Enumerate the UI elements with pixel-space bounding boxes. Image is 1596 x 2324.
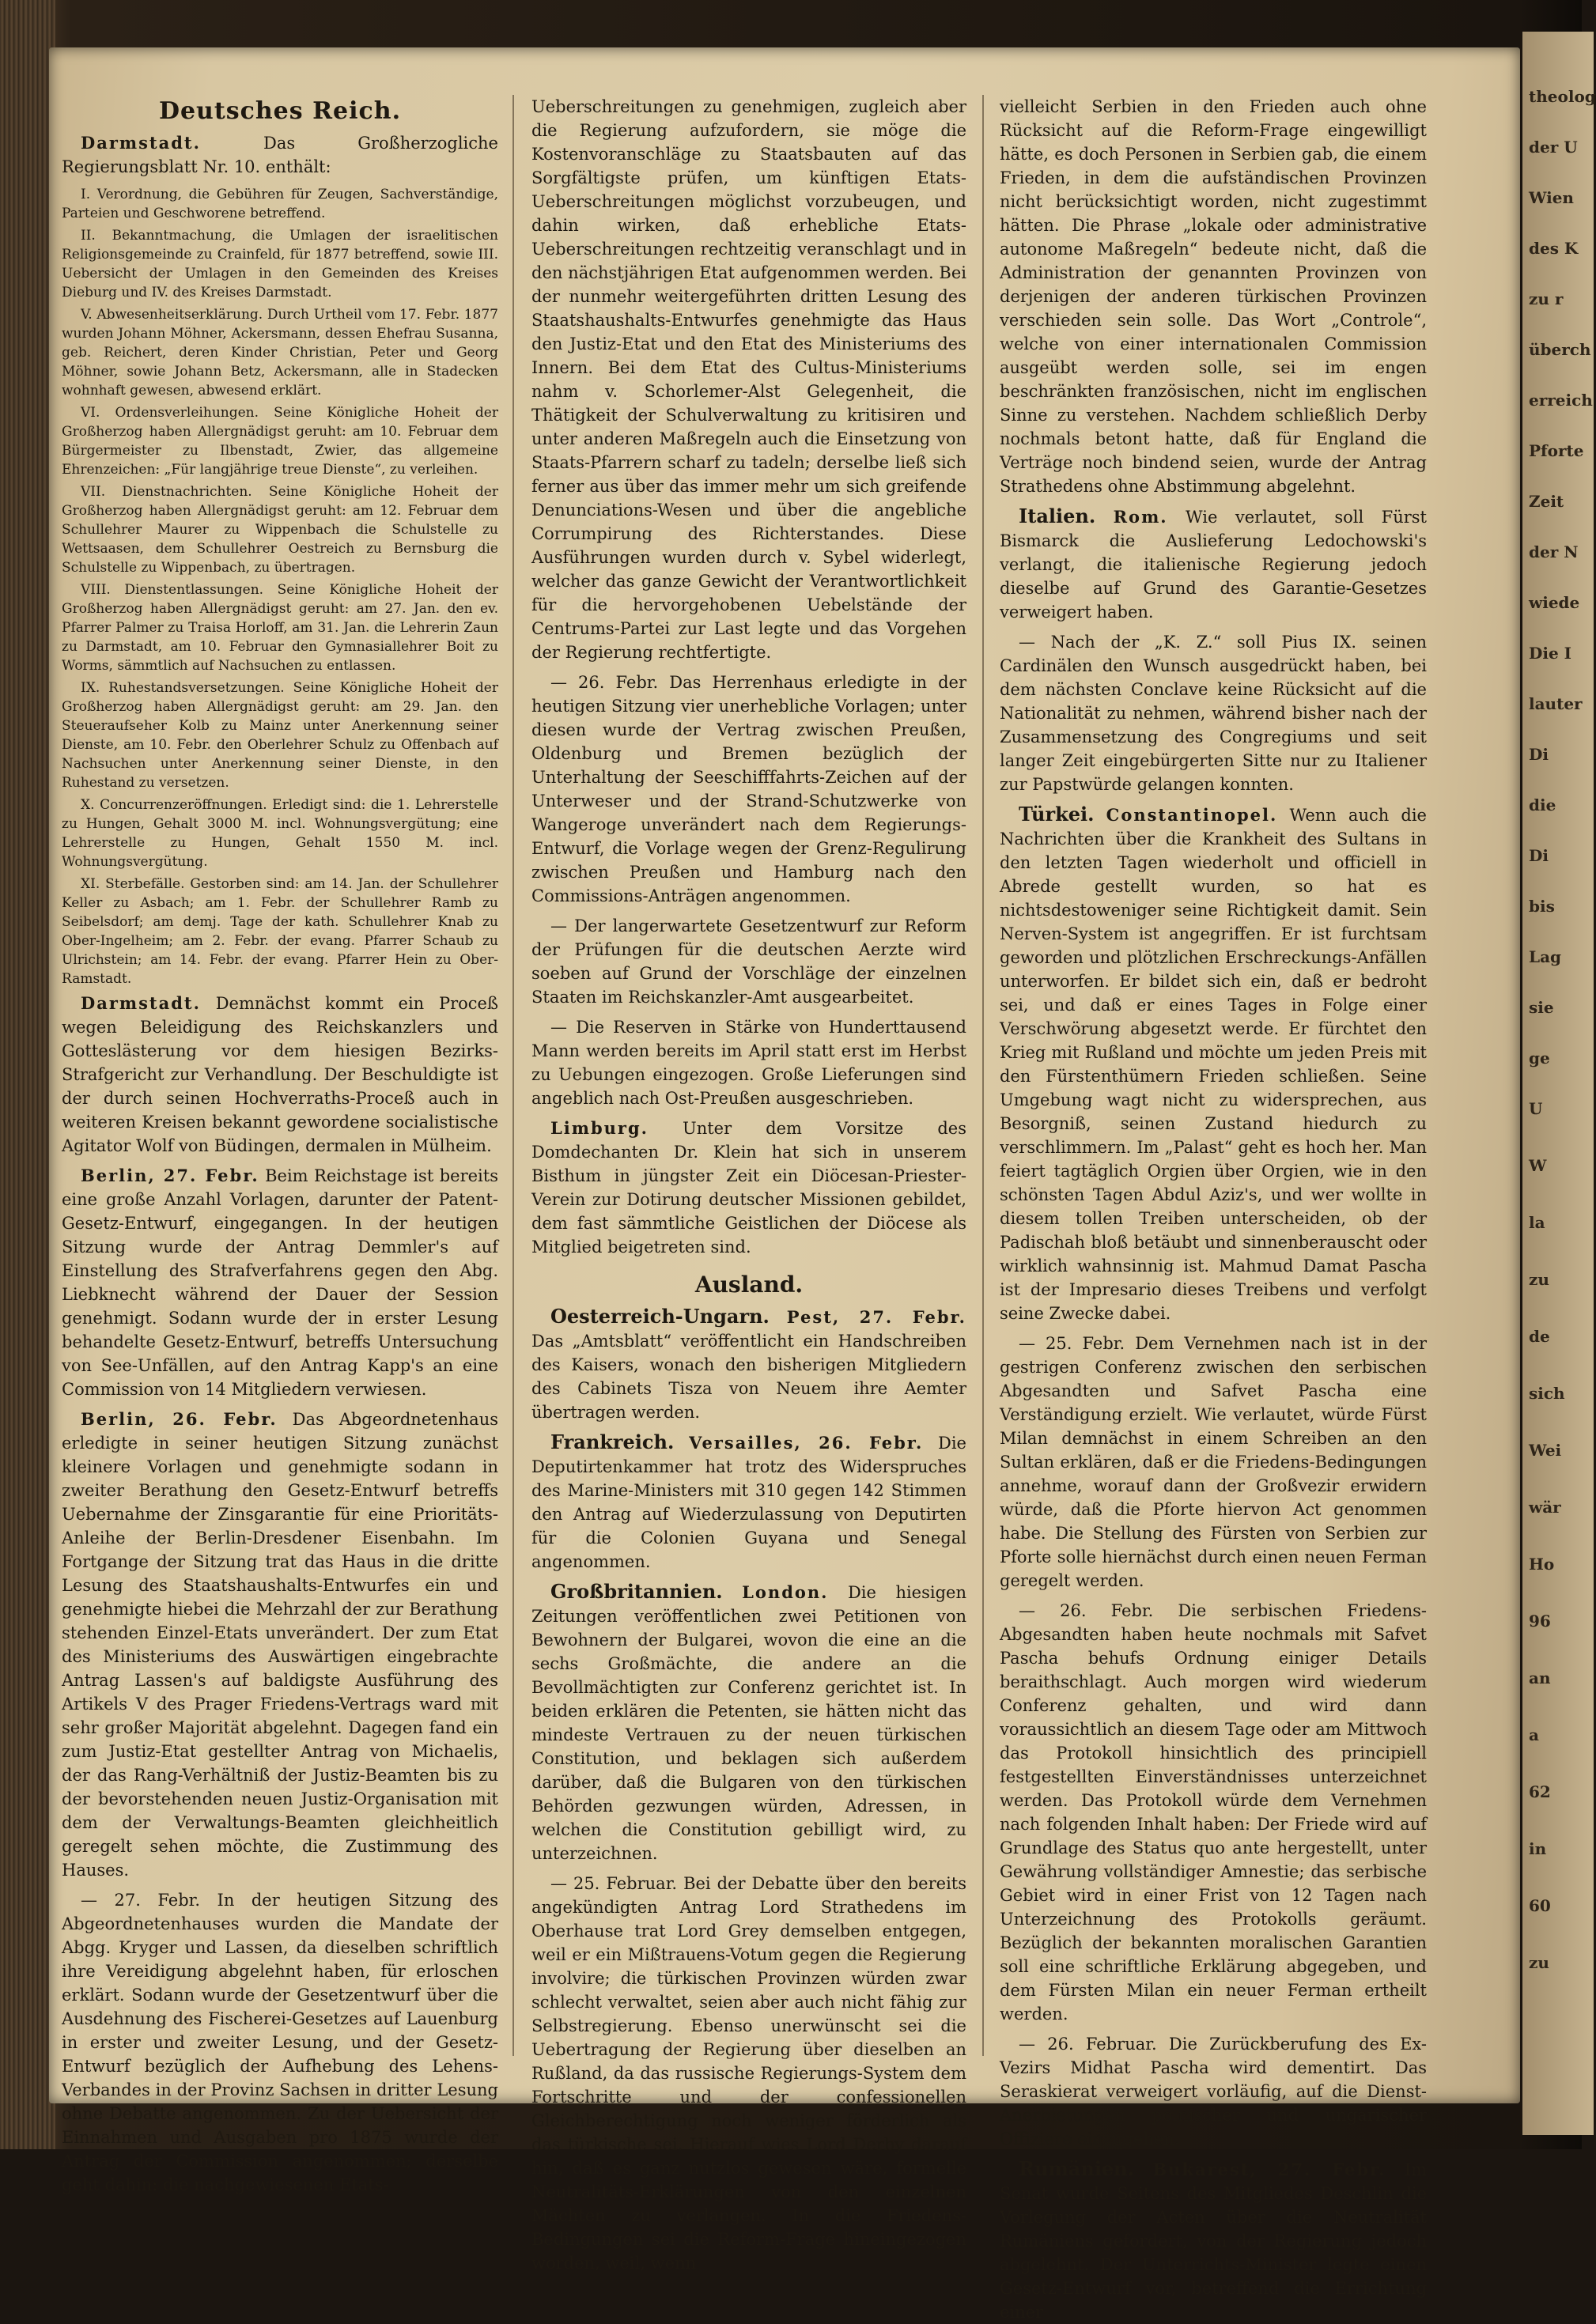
article-text: Das Großherzogliche Regierungsblatt Nr. 10. enthält: [62, 134, 498, 176]
article-paragraph [531, 1117, 966, 1259]
section-heading-ausland: Ausland. [694, 1272, 804, 1298]
section-heading-deutsches-reich: Deutsches Reich. [158, 97, 402, 125]
adjacent-page-fragment: des K [1529, 239, 1579, 258]
adjacent-page-fragment: U [1529, 1099, 1543, 1118]
article-paragraph: — Nach der „K. Z.“ soll Pius IX. seinen Cardinälen den Wunsch ausgedrückt haben, bei dem nächsten Conclave keine Rücksicht auf die Nationalität zu nehmen, während bisher nach der Zusammensetzung des Congregiums und seit langer Zeit eingebürgerten Sitte nur zu Italiener zur Papstwürde gelangen konnten. [1000, 633, 1427, 794]
article-paragraph [1000, 803, 1427, 1325]
article-text: Die Deputirtenkammer hat trotz des Widerspruches des Marine-Ministers mit 310 gegen 142 Stimmen den Antrag auf Wiederzulassung von Deputirten für die Colonien Guyana und Senegal angenommen. [531, 1434, 966, 1571]
list-item: V. Abwesenheitserklärung. Durch Urtheil vom 17. Febr. 1877 wurden Johann Möhner, Ackersmann, dessen Ehefrau Susanna, geb. Reichert, deren Kinder Christian, Peter und Georg Möhner, sowie Johann Betz, Ackersmann, alle in Stadecken wohnhaft gewesen, abwesend erklärt. [62, 307, 498, 399]
adjacent-page-fragment: zu [1529, 1270, 1549, 1289]
adjacent-page-fragment: theolog [1529, 87, 1596, 106]
article-text: Die hiesigen Zeitungen veröffentlichen zwei Petitionen von Bewohnern der Bulgarei, wovon die eine an die sechs Großmächte, die andere an die Bevollmächtigten zur Conferenz gerichtet ist. In beiden erklären die Petenten, sie hätten nicht das mindeste Vertrauen zu der neuen türkischen Constitution, und beklagen sich außerdem darüber, daß die Bulgaren von den türkischen Behörden gezwungen würden, Adressen, in welchen die Constitution gebilligt wird, zu unterzeichnen. [531, 1583, 966, 1863]
article-paragraph [62, 992, 498, 1158]
article-paragraph: — 26. Febr. Die serbischen Friedens-Abgesandten haben heute nochmals mit Safvet Pascha behufs Ordnung einiger Details beraithschlagt. Auch morgen wird wiederum Conferenz gehalten, und wird dann voraussichtlich an diesem Tage oder am Mittwoch das Protokoll hinsichtlich des principiell festgestellten Einverständnisses unterzeichnet werden. Das Protokoll würde dem Vernehmen nach folgenden Inhalt haben: Der Friede wird auf Grundlage des Status quo ante hergestellt, unter Gewährung vollständiger Amnestie; das serbische Gebiet wird in einer Frist von 12 Tagen nach Unterzeichnung des Protokolls geräumt. Bezüglich der bekannten moralischen Garantien soll eine schriftliche Erklärung abgegeben, und dem Fürsten Milan ein neuer Ferman ertheilt werden. [1000, 1601, 1427, 2024]
article-paragraph [62, 1408, 498, 1882]
adjacent-page-fragment: la [1529, 1213, 1545, 1232]
article-paragraph: Ueberschreitungen zu genehmigen, zugleich aber die Regierung aufzufordern, sie möge die Kostenvoranschläge zu Staatsbauten auf das Sorgfältigste prüfen, um künftigen Etats-Ueberschreitungen möglichst vorzubeugen, und dahin wirken, daß erhebliche Etats-Ueberschreitungen rechtzeitig veranschlagt und in den nächstjährigen Etat aufgenommen werden. Bei der nunmehr weitergeführten dritten Lesung des Staatshaushalts-Entwurfes genehmigte das Haus den Justiz-Etat und den Etat des Ministeriums des Innern. Bei dem Etat des Cultus-Ministeriums nahm v. Schorlemer-Alst Gelegenheit, die Thätigkeit der Schulverwaltung zu kritisiren und unter anderen Maßregeln auch die Einsetzung von Staats-Pfarrern scharf zu tadeln; derselbe ließ sich ferner aus über das immer mehr um sich greifende Denunciations-Wesen und über die angebliche Corrumpirung des Richterstandes. Diese Ausführungen wurden durch v. Sybel widerlegt, welcher das ganze Gewicht der Verantwortlichkeit für die hervorgehobenen Uebelstände der Centrums-Partei zur Last legte und das Vorgehen der Regierung rechtfertigte. [531, 97, 966, 662]
dateline: London. [742, 1582, 829, 1602]
article-text: Demnächst kommt ein Proceß wegen Beleidigung des Reichskanzlers und Gotteslästerung vor dem hiesigen Bezirks-Strafgericht zur Verhandlung. Der Beschuldigte ist der durch seinen Hochverraths-Proceß auch in weiteren Kreisen bekannt gewordene socialistische Agitator Wolf von Büdingen, dermalen in Mülheim. [62, 994, 498, 1155]
article-text: Das Abgeordnetenhaus erledigte in seiner heutigen Sitzung zunächst kleinere Vorlagen und genehmigte sodann in zweiter Berathung den Gesetz-Entwurf betreffs Uebernahme der Zinsgarantie für eine Prioritäts-Anleihe der Berlin-Dresdener Eisenbahn. Im Fortgange der Sitzung trat das Haus in die dritte Lesung des Staatshaushalts-Entwurfes ein und genehmigte hiebei die Mehrzahl der zur Berathung stehenden Einzel-Etats unverändert. Der zum Etat des Ministeriums des Auswärtigen eingebrachte Antrag Lassen's auf baldigste Ausführung des Artikels V des Prager Friedens-Vertrags ward mit sehr großer Majorität abgelehnt. Dagegen fand ein zum Justiz-Etat gestellter Antrag von Michaelis, der das Rang-Verhältniß der Justiz-Beamten bis zu der bevorstehenden neuen Justiz-Organisation mit dem der Verwaltungs-Beamten gleichheitlich geregelt sehen möchte, die Zustimmung des Hauses. [62, 1410, 498, 1880]
article-paragraph: vielleicht Serbien in den Frieden auch ohne Rücksicht auf die Reform-Frage eingewilligt hätte, es doch Personen in Serbien gab, die einem Frieden, in dem die aufständischen Provinzen nicht berücksichtigt worden, nicht zugestimmt hätten. Die Phrase „lokale oder administrative autonome Maßregeln“ bedeute nicht, daß die Administration der genannten Provinzen von derjenigen der anderen türkischen Provinzen verschieden sein solle. Das Wort „Controle“, welche von einer internationalen Commission ausgeübt werden solle, sei im engen beschränkten französischen, nicht im englischen Sinne zu verstehen. Nachdem schließlich Derby nochmals betont hatte, daß für England die Verträge noch bindend seien, wurde der Antrag Strathedens ohne Abstimmung abgelehnt. [1000, 97, 1427, 496]
dateline: Berlin, 26. Febr. [81, 1409, 278, 1429]
adjacent-page-fragment: bis [1529, 897, 1555, 916]
article-paragraph [531, 1430, 966, 1574]
article-paragraph: — Der langerwartete Gesetzentwurf zur Reform der Prüfungen für die deutschen Aerzte wird soeben auf Grund der Vorschläge der einzelnen Staaten im Reichskanzler-Amt ausgearbeitet. [531, 916, 966, 1007]
article-text: Beim Reichstage ist bereits eine große Anzahl Vorlagen, darunter der Patent-Gesetz-Entwurf, eingegangen. In der heutigen Sitzung wurde der Antrag Demmler's auf Einstellung des Strafverfahrens gegen den Abg. Liebknecht während der Dauer der Session genehmigt. Sodann wurde der in erster Lesung behandelte Gesetz-Entwurf, betreffs Untersuchung von See-Unfällen, auf den Antrag Kapp's an eine Commission von 14 Mitgliedern verwiesen. [62, 1166, 498, 1399]
article-paragraph [1000, 2157, 1427, 2324]
adjacent-page-fragment: Di [1529, 745, 1549, 764]
article-paragraph [62, 131, 498, 179]
article-paragraph: — 26. Februar. Die Zurückberufung des Ex-Vezirs Midhat Pascha wird dementirt. Das Seraskierat verweigert vorläufig, auf die Dienst-Anerbietungen polnischer und ungarischer Offiziere einzugehen. [1000, 2035, 1427, 2148]
dateline: Limburg. [550, 1118, 649, 1138]
adjacent-page-fragment: a [1529, 1725, 1539, 1744]
adjacent-page-fragment: erreich [1529, 391, 1593, 410]
adjacent-page-fragment: Lag [1529, 947, 1562, 966]
list-item: VIII. Dienstentlassungen. Seine Königliche Hoheit der Großherzog haben Allergnädigst geruht: am 27. Jan. den ev. Pfarrer Palmer zu Traisa Horloff, am 31. Jan. die Lehrerin Zaun zu Darmstadt, am 10. Februar den Gymnasiallehrer Boit zu Worms, sämmtlich auf Nachsuchen zu entlassen. [62, 582, 498, 674]
article-paragraph [62, 1164, 498, 1401]
adjacent-page-fragment: Wei [1529, 1441, 1562, 1460]
adjacent-page-fragment: an [1529, 1668, 1551, 1687]
dateline: Darmstadt. [81, 133, 201, 153]
article-paragraph: — 26. Febr. Das Herrenhaus erledigte in der heutigen Sitzung vier unerhebliche Vorlagen; unter diesen wurde der Vertrag zwischen Preußen, Oldenburg und Bremen bezüglich der Unterhaltung der Seeschifffahrts-Zeichen auf der Unterweser und der Strand-Schutzwerke von Wangeroge unverändert nach dem Regierungs-Entwurf, die Vorlage wegen der Grenz-Regulirung zwischen Preußen und Hamburg nach den Commissions-Anträgen angenommen. [531, 673, 966, 905]
dateline: Darmstadt. [81, 993, 201, 1013]
list-item: X. Concurrenzeröffnungen. Erledigt sind: die 1. Lehrerstelle zu Hungen, Gehalt 3000 M. incl. Wohnungsvergütung; eine Lehrerstelle zu Hungen, Gehalt 1550 M. incl. Wohnungsvergütung. [62, 797, 498, 870]
adjacent-page-fragment: der U [1529, 138, 1578, 157]
article-text: Das „Amtsblatt“ veröffentlicht ein Handschreiben des Kaisers, wonach den bisherigen Mitgliedern des Cabinets Tisza von Neuem ihre Aemter übertragen werden. [531, 1332, 966, 1422]
country-heading: Italien. [1019, 504, 1096, 527]
adjacent-page-fragment: zu r [1529, 289, 1564, 308]
adjacent-page-fragment: de [1529, 1327, 1550, 1346]
adjacent-page-fragment: Di [1529, 846, 1549, 865]
dateline: Bukarest, 27. Febr. [1152, 2160, 1386, 2179]
adjacent-page-fragment: der N [1529, 542, 1579, 561]
article-paragraph: — Die Reserven in Stärke von Hunderttausend Mann werden bereits im April statt erst im Herbst zu Uebungen eingezogen. Große Lieferungen sind angeblich nach Ost-Preußen ausgeschrieben. [531, 1018, 966, 1108]
adjacent-page-fragment: in [1529, 1839, 1547, 1858]
article-paragraph [531, 1305, 966, 1424]
country-heading: Rumänien. [1019, 2157, 1134, 2180]
adjacent-page-fragment: 96 [1529, 1612, 1551, 1631]
adjacent-page-edge [1522, 32, 1594, 2135]
list-item: I. Verordnung, die Gebühren für Zeugen, Sachverständige, Parteien und Geschworene betreffend. [62, 187, 498, 221]
article-text: Unter dem Vorsitze des Domdechanten Dr. Klein hat sich in unserem Bisthum in jüngster Zeit ein Diöcesan-Priester-Verein zur Dotirung deutscher Missionen gebildet, dem fast sämmtliche Geistlichen der Diöcese als Mitglied beigetreten sind. [531, 1119, 966, 1256]
article-paragraph: — 27. Febr. In der heutigen Sitzung des Abgeordnetenhauses wurden die Mandate der Abgg. Kryger und Lassen, da dieselben schriftlich ihre Vereidigung abgelehnt haben, für erloschen erklärt. Sodann wurde der Gesetzentwurf über die Ausdehnung des Fischerei-Gesetzes auf Lauenburg in erster und zweiter Lesung, und der Gesetz-Entwurf bezüglich der Aufhebung des Lehens-Verbandes in der Provinz Sachsen in dritter Lesung ohne Debatte angenommen. Zu der Uebersicht der Einnahmen und Ausgaben pro 1875 wurde der Antrag der Commission angenommen; derselbe geht dahin: die nachgewiesenen Etats- [62, 1891, 498, 2194]
adjacent-page-fragment: Zeit [1529, 492, 1564, 511]
adjacent-page-fragment: wiede [1529, 593, 1580, 612]
country-heading: Oesterreich-Ungarn. [550, 1305, 770, 1328]
column-1 [62, 95, 498, 2194]
adjacent-page-fragment: Die I [1529, 644, 1571, 663]
article-text: Im Senat wurde Seitens des Mitgliedes Deschlin die Vorlegung der Acten über die Neutralität Rumäniens gefordert, von der Regierung jedoch abgelehnt. Der Unterrichts-Minister legte einen Gesetz-Entwurf vor, betreffend die Errichtung einer [1000, 2160, 1427, 2322]
dateline: Berlin, 27. Febr. [81, 1166, 259, 1185]
adjacent-page-fragment: 60 [1529, 1896, 1551, 1915]
dateline: Pest, 27. Febr. [786, 1307, 966, 1327]
adjacent-page-fragment: wär [1529, 1498, 1561, 1517]
list-item: IX. Ruhestandsversetzungen. Seine Königliche Hoheit der Großherzog haben Allergnädigst geruht: am 29. Jan. den Steueraufseher Kolb zu Mainz unter Anerkennung seiner Dienste, am 10. Febr. den Oberlehrer Schulz zu Offenbach auf Nachsuchen unter Anerkennung seiner Dienste, in den Ruhestand zu versetzen. [62, 680, 498, 791]
column-rule [512, 95, 514, 2056]
dateline: Constantinopel. [1106, 805, 1278, 825]
article-text: Wie verlautet, soll Fürst Bismarck die Auslieferung Ledochowski's verlangt, die italienische Regierung jedoch dieselbe auf Grund des Garantie-Gesetzes verweigert haben. [1000, 508, 1427, 622]
book-binding [0, 0, 55, 2149]
country-heading: Frankreich. [550, 1430, 675, 1453]
adjacent-page-fragment: ge [1529, 1049, 1550, 1068]
dateline: Versailles, 26. Febr. [689, 1433, 924, 1453]
adjacent-page-fragment: die [1529, 795, 1556, 814]
list-item: XI. Sterbefälle. Gestorben sind: am 14. Jan. der Schullehrer Keller zu Asbach; am 1. Febr. der Schullehrer Ramb zu Seibelsdorf; am demj. Tage der kath. Schullehrer Knab zu Ober-Ingelheim; am 2. Febr. der evang. Pfarrer Schaub zu Ulrichstein; am 14. Febr. der evang. Pfarrer Hein zu Ober-Ramstadt. [62, 876, 498, 987]
column-rule [982, 95, 984, 2056]
list-item: II. Bekanntmachung, die Umlagen der israelitischen Religionsgemeinde zu Crainfeld, für 1877 betreffend, sowie III. Uebersicht der Umlagen in den Gemeinden des Kreises Dieburg und IV. des Kreises Darmstadt. [62, 228, 498, 300]
adjacent-page-fragment: lauter [1529, 694, 1583, 713]
adjacent-page-fragment: überch [1529, 340, 1591, 359]
country-heading: Türkei. [1019, 803, 1095, 826]
adjacent-page-fragment: sie [1529, 998, 1554, 1017]
adjacent-page-fragment: sich [1529, 1384, 1565, 1403]
dateline: Rom. [1113, 507, 1168, 527]
adjacent-page-fragment: W [1529, 1156, 1547, 1175]
article-paragraph [531, 1580, 966, 1865]
article-paragraph [1000, 504, 1427, 624]
adjacent-page-fragment: Wien [1529, 188, 1574, 207]
list-item: VII. Dienstnachrichten. Seine Königliche Hoheit der Großherzog haben Allergnädigst geruht: am 12. Februar dem Schullehrer Maurer zu Wippenbach die Schulstelle zu Wettsaasen, dem Schullehrer Oestreich zu Bernsburg die Schulstelle zu Wippenbach, zu übertragen. [62, 484, 498, 576]
adjacent-page-fragment: zu [1529, 1953, 1549, 1972]
country-heading: Großbritannien. [550, 1580, 723, 1603]
adjacent-page-fragment: Ho [1529, 1555, 1555, 1574]
article-text: Wenn auch die Nachrichten über die Krankheit des Sultans in den letzten Tagen wiederholt und officiell in Abrede gestellt wurden, so hat es nichtsdestoweniger seine Richtigkeit damit. Sein Nerven-System ist angegriffen. Er ist furchtsam geworden und plötzlichen Erschreckungs-Anfällen unterworfen. Er bildet sich ein, daß er bedroht sei, und daß er eines Tages in Folge einer Verschwörung abgesetzt werde. Er fürchtet den Krieg mit Rußland und möchte um jeden Preis mit den Fürstenthümern Frieden schließen. Seine Umgebung wagt nicht zu widersprechen, aus Besorgniß, seinen Zustand hiedurch zu verschlimmern. Im „Palast“ geht es hoch her. Man feiert tagtäglich Orgien über Orgien, wie in den schönsten Tagen Abdul Aziz's, und wer wollte in diesem tollen Treiben unterscheiden, ob der Padischah bloß betäubt und sinnenberauscht oder wirklich wahnsinnig ist. Mahmud Damat Pascha ist der Impresario dieses Treibens und verfolgt seine Zwecke dabei. [1000, 806, 1427, 1323]
list-item: VI. Ordensverleihungen. Seine Königliche Hoheit der Großherzog haben Allergnädigst geruht: am 10. Februar dem Bürgermeister zu Ilbenstadt, Zwier, das allgemeine Ehrenzeichen: „Für langjährige treue Dienste“, zu verleihen. [62, 405, 498, 478]
article-paragraph: — 25. Febr. Dem Vernehmen nach ist in der gestrigen Conferenz zwischen den serbischen Abgesandten und Safvet Pascha eine Verständigung erzielt. Wie verlautet, würde Fürst Milan demnächst in einem Schreiben an den Sultan erklären, daß er die Friedens-Bedingungen annehme, worauf dann der Großvezir erwidern würde, daß die Pforte hiervon Act genommen habe. Die Stellung des Fürsten von Serbien zur Pforte solle hiernächst durch einen neuen Ferman geregelt werden. [1000, 1334, 1427, 1590]
column-2 [531, 95, 966, 2273]
adjacent-page-fragment: 62 [1529, 1782, 1551, 1801]
column-3 [1000, 95, 1427, 2322]
adjacent-page-fragment: Pforte [1529, 441, 1584, 460]
article-paragraph: — 25. Februar. Bei der Debatte über den bereits angekündigten Antrag Lord Strathedens im Oberhause trat Lord Grey demselben entgegen, weil er ein Mißtrauens-Votum gegen die Regierung involvire; die türkischen Provinzen würden zwar schlecht verwaltet, seien aber auch nicht fähig zur Selbstregierung. Ebenso unerwünscht sei die Uebertragung der Regierung über dieselben an Rußland, da das russische Regierungs-System dem Fortschritte und der confessionellen Gleichberechtigung noch weniger förderlich als das türkische sei. Hierauf wies Lord Derby darauf hin, daß es ganz nutzlos gewesen wäre, formelle Neutralitäts-Erklärungen von den einzelnen Mächten zu verlangen. In die Friedens-Bedingungen sei die Reform-Frage hineingezogen worden, weil, wenn [531, 1874, 966, 2273]
